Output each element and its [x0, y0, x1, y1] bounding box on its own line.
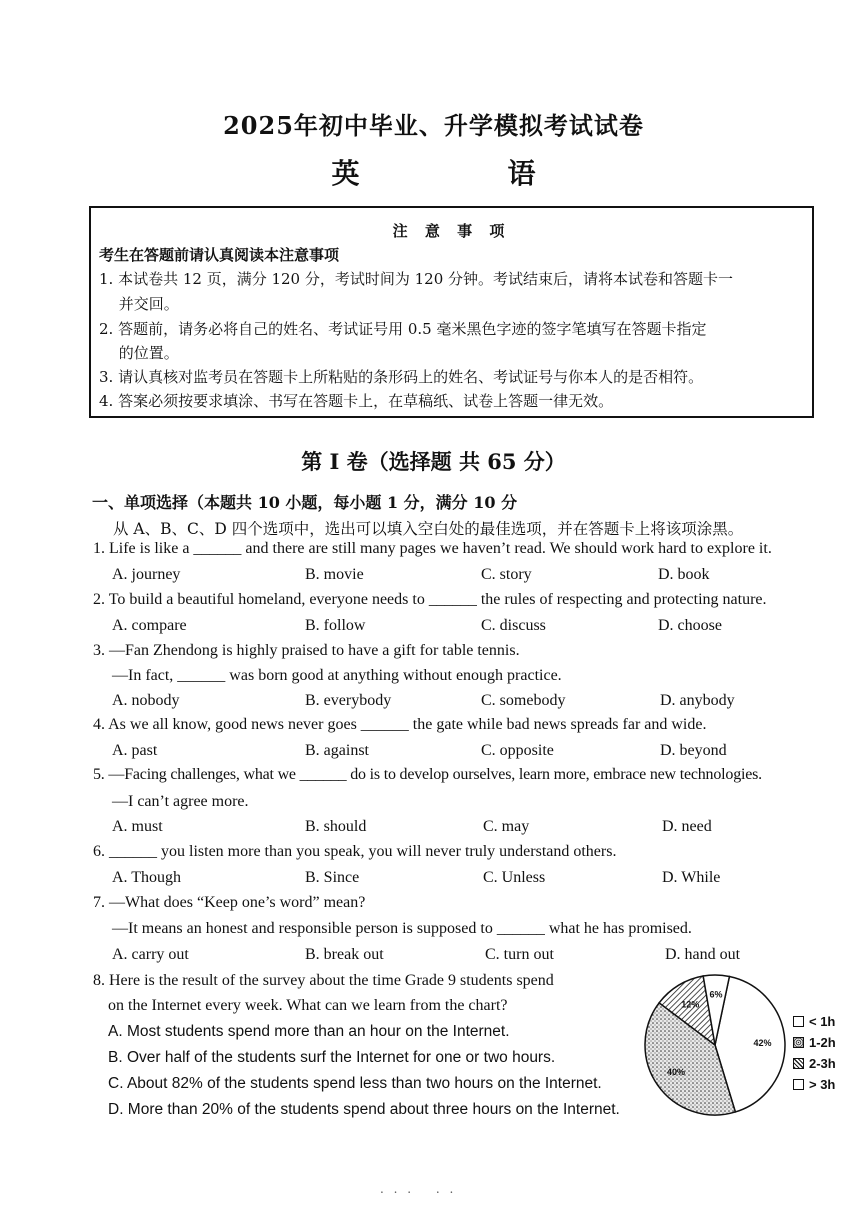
- subject-title: 英 语: [331, 157, 596, 190]
- pie-data-label: 12%: [681, 999, 700, 1010]
- q4-option-a[interactable]: A. past: [112, 742, 158, 759]
- q2-option-a[interactable]: A. compare: [112, 617, 187, 634]
- question-6: 6. ______ you listen more than you speak, you will never truly understand others.: [93, 843, 617, 860]
- q2-option-c[interactable]: C. discuss: [481, 617, 546, 634]
- notice-item: 1. 本试卷共 12 页，满分 120 分，考试时间为 120 分钟。考试结束后，请将本试卷和答题卡一: [99, 270, 734, 288]
- legend-label: 1-2h: [809, 1035, 836, 1050]
- q2-option-b[interactable]: B. follow: [305, 617, 366, 634]
- pie-data-label: 6%: [709, 989, 723, 1000]
- legend-item: [793, 1014, 835, 1029]
- question-5-reply: —I can’t agree more.: [112, 793, 249, 810]
- question-3-reply: —In fact, ______ was born good at anything without enough practice.: [112, 667, 562, 684]
- q4-option-d[interactable]: D. beyond: [660, 742, 727, 759]
- notice-item: 3. 请认真核对监考员在答题卡上所粘贴的条形码上的姓名、考试证号与你本人的是否相符。: [99, 368, 704, 386]
- q7-option-c[interactable]: C. turn out: [485, 946, 554, 963]
- legend-item: [793, 1056, 836, 1071]
- legend-label: < 1h: [809, 1014, 836, 1029]
- q5-option-c[interactable]: C. may: [483, 818, 530, 835]
- question-4: 4. As we all know, good news never goes ______ the gate while bad news spreads far and wide.: [93, 716, 707, 733]
- section-title: 一、单项选择（本题共 10 小题，每小题 1 分，满分 10 分: [92, 493, 518, 512]
- legend-swatch-dots: [793, 1037, 804, 1048]
- question-8: 8. Here is the result of the survey about the time Grade 9 students spend: [93, 972, 554, 989]
- q3-option-d[interactable]: D. anybody: [660, 692, 735, 709]
- q7-option-a[interactable]: A. carry out: [112, 946, 189, 963]
- q8-option-c[interactable]: C. About 82% of the students spend less than two hours on the Internet.: [108, 1075, 602, 1092]
- q4-option-c[interactable]: C. opposite: [481, 742, 554, 759]
- question-8-line2: on the Internet every week. What can we learn from the chart?: [108, 997, 508, 1014]
- question-5: 5. —Facing challenges, what we ______ do is to develop ourselves, learn more, embrace new technologies.: [93, 766, 762, 783]
- q8-option-d[interactable]: D. More than 20% of the students spend about three hours on the Internet.: [108, 1101, 620, 1118]
- notice-item: 并交回。: [99, 295, 179, 313]
- notice-intro: 考生在答题前请认真阅读本注意事项: [99, 246, 340, 264]
- q6-option-d[interactable]: D. While: [662, 869, 721, 886]
- q6-option-b[interactable]: B. Since: [305, 869, 360, 886]
- question-7-reply: —It means an honest and responsible person is supposed to ______ what he has promised.: [112, 920, 692, 937]
- pie-data-label: 40%: [666, 1067, 685, 1078]
- legend-swatch-blank: [793, 1016, 804, 1027]
- legend-label: 2-3h: [809, 1056, 836, 1071]
- notice-item: 的位置。: [99, 344, 179, 362]
- q2-option-d[interactable]: D. choose: [658, 617, 722, 634]
- legend-swatch-blank: [793, 1079, 804, 1090]
- q5-option-d[interactable]: D. need: [662, 818, 712, 835]
- legend-item: [793, 1077, 835, 1092]
- q3-option-b[interactable]: B. everybody: [305, 692, 392, 709]
- notice-item: 2. 答题前，请务必将自己的姓名、考试证号用 0.5 毫米黑色字迹的签字笔填写在答题卡指定: [99, 320, 707, 338]
- exam-title: 2025年初中毕业、升学模拟考试试卷: [223, 111, 644, 140]
- notice-heading: 注 意 事 项: [392, 222, 511, 240]
- legend-label: > 3h: [809, 1077, 836, 1092]
- legend-swatch-hatch: [793, 1058, 804, 1069]
- q7-option-d[interactable]: D. hand out: [665, 946, 741, 963]
- section-instruction: 从 A、B、C、D 四个选项中，选出可以填入空白处的最佳选项，并在答题卡上将该项涂黑。: [113, 520, 744, 538]
- q5-option-a[interactable]: A. must: [112, 818, 163, 835]
- q5-option-b[interactable]: B. should: [305, 818, 367, 835]
- part-title: 第 I 卷（选择题 共 65 分）: [301, 449, 566, 474]
- question-2: 2. To build a beautiful homeland, everyone needs to ______ the rules of respecting and protecting nature.: [93, 591, 767, 608]
- question-3: 3. —Fan Zhendong is highly praised to have a gift for table tennis.: [93, 642, 520, 659]
- legend-item: [793, 1035, 836, 1050]
- q8-option-a[interactable]: A. Most students spend more than an hour on the Internet.: [108, 1023, 510, 1040]
- question-7: 7. —What does “Keep one’s word” mean?: [93, 894, 366, 911]
- q1-option-b[interactable]: B. movie: [305, 566, 364, 583]
- q1-option-c[interactable]: C. story: [481, 566, 532, 583]
- q1-option-a[interactable]: A. journey: [112, 566, 181, 583]
- q4-option-b[interactable]: B. against: [305, 742, 369, 759]
- notice-box: [89, 206, 814, 418]
- q1-option-d[interactable]: D. book: [658, 566, 710, 583]
- page-footer: . . . . .: [380, 1182, 457, 1196]
- pie-data-label: 42%: [753, 1037, 772, 1048]
- question-1: 1. Life is like a ______ and there are still many pages we haven’t read. We should work hard to explore it.: [93, 540, 772, 557]
- q3-option-a[interactable]: A. nobody: [112, 692, 180, 709]
- q6-option-a[interactable]: A. Though: [112, 869, 182, 886]
- q8-option-b[interactable]: B. Over half of the students surf the Internet for one or two hours.: [108, 1049, 556, 1066]
- notice-item: 4. 答案必须按要求填涂、书写在答题卡上，在草稿纸、试卷上答题一律无效。: [99, 392, 614, 410]
- q7-option-b[interactable]: B. break out: [305, 946, 384, 963]
- q6-option-c[interactable]: C. Unless: [483, 869, 546, 886]
- q3-option-c[interactable]: C. somebody: [481, 692, 566, 709]
- survey-pie-chart: [640, 970, 790, 1120]
